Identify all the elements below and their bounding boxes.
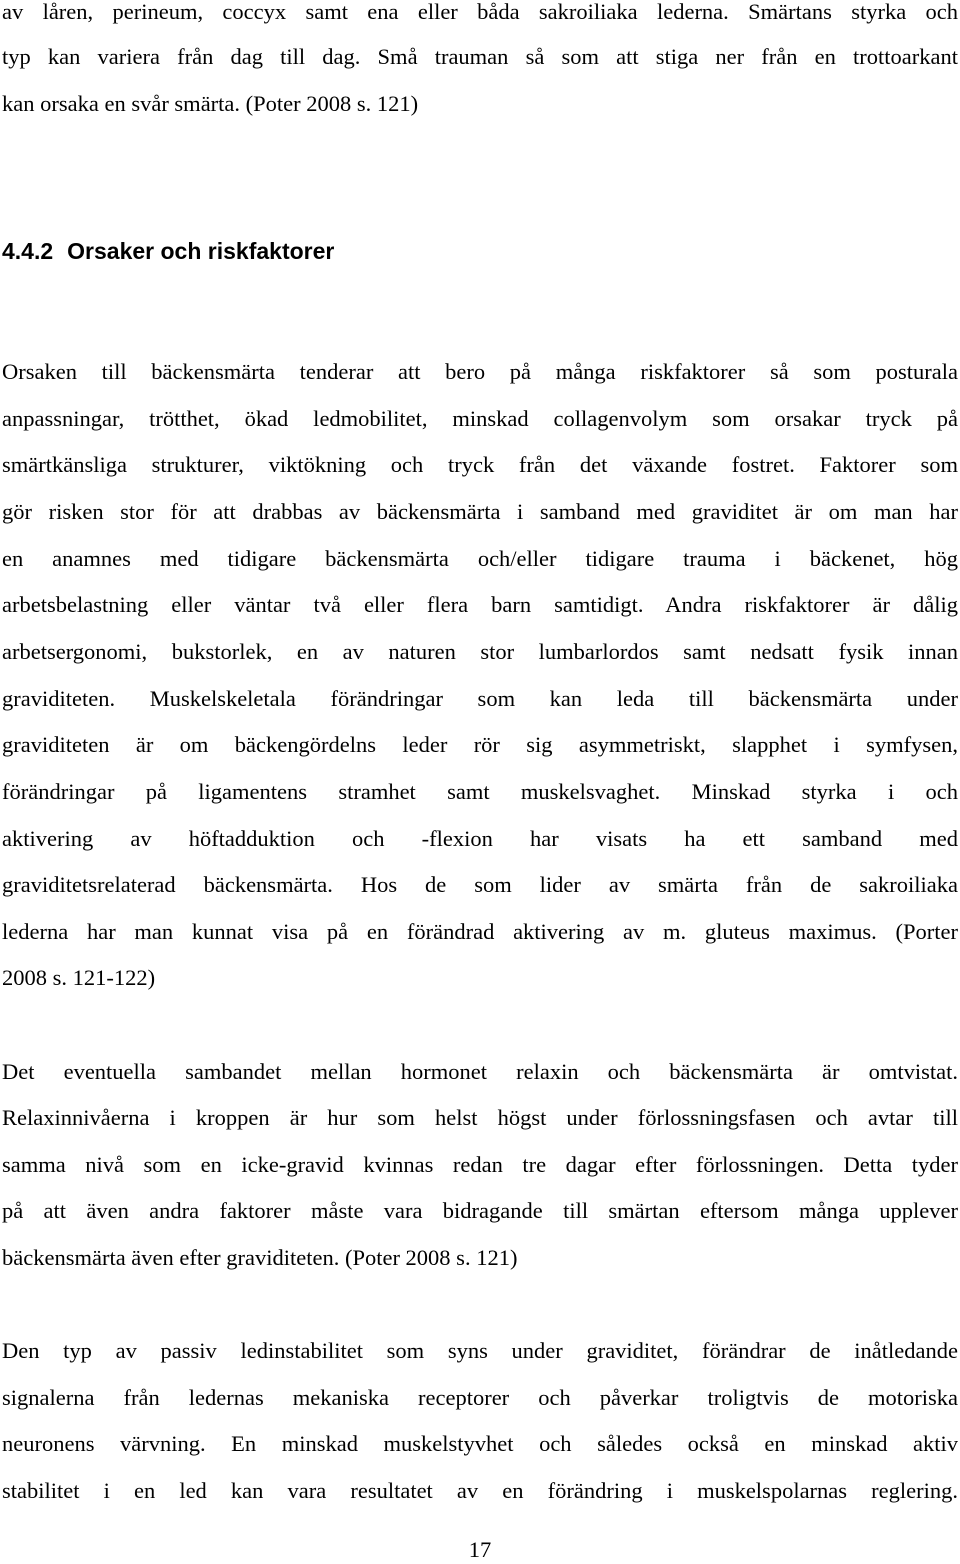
- text-line: Den typ av passiv ledinstabilitet som syns under graviditet, förändrar de inåtledande: [2, 1338, 958, 1363]
- text-line: graviditeten. Muskelskeletala förändringar som kan leda till bäckensmärta under: [2, 686, 958, 711]
- text-line: av låren, perineum, coccyx samt ena eller båda sakroiliaka lederna. Smärtans styrka och: [2, 0, 958, 24]
- text-line: neuronens värvning. En minskad muskelstyvhet och således också en minskad aktiv: [2, 1431, 958, 1456]
- text-line: Orsaken till bäckensmärta tenderar att bero på många riskfaktorer så som posturala: [2, 359, 958, 384]
- text-line: lederna har man kunnat visa på en förändrad aktivering av m. gluteus maximus. (Porter: [2, 919, 958, 944]
- text-line: Det eventuella sambandet mellan hormonet relaxin och bäckensmärta är omtvistat.: [2, 1059, 958, 1084]
- text-line: stabilitet i en led kan vara resultatet av en förändring i muskelspolarnas reglering.: [2, 1478, 958, 1503]
- text-line: en anamnes med tidigare bäckensmärta och/eller tidigare trauma i bäckenet, hög: [2, 546, 958, 571]
- text-line: bäckensmärta även efter graviditeten. (Poter 2008 s. 121): [2, 1245, 518, 1270]
- text-line: aktivering av höftadduktion och -flexion har visats ha ett samband med: [2, 826, 958, 851]
- text-line: arbetsergonomi, bukstorlek, en av naturen stor lumbarlordos samt nedsatt fysik innan: [2, 639, 958, 664]
- text-line: kan orsaka en svår smärta. (Poter 2008 s. 121): [2, 91, 419, 116]
- text-line: typ kan variera från dag till dag. Små trauman så som att stiga ner från en trottoarkant: [2, 44, 958, 69]
- text-line: anpassningar, trötthet, ökad ledmobilitet, minskad collagenvolym som orsakar tryck på: [2, 406, 958, 431]
- text-line: arbetsbelastning eller väntar två eller flera barn samtidigt. Andra riskfaktorer är dålig: [2, 592, 958, 617]
- section-heading: [2, 236, 334, 266]
- text-line: graviditeten är om bäckengördelns leder rör sig asymmetriskt, slapphet i symfysen,: [2, 732, 958, 757]
- text-line: Relaxinnivåerna i kroppen är hur som helst högst under förlossningsfasen och avtar till: [2, 1105, 958, 1130]
- section-number: 4.4.2: [2, 238, 54, 264]
- text-line: samma nivå som en icke-gravid kvinnas redan tre dagar efter förlossningen. Detta tyder: [2, 1152, 958, 1177]
- text-line: signalerna från ledernas mekaniska receptorer och påverkar troligtvis de motoriska: [2, 1385, 958, 1410]
- text-line: 2008 s. 121-122): [2, 965, 156, 990]
- section-title: Orsaker och riskfaktorer: [67, 238, 335, 264]
- text-line: gör risken stor för att drabbas av bäckensmärta i samband med graviditet är om man har: [2, 499, 958, 524]
- text-line: på att även andra faktorer måste vara bidragande till smärtan eftersom många upplever: [2, 1198, 958, 1223]
- text-line: förändringar på ligamentens stramhet samt muskelsvaghet. Minskad styrka i och: [2, 779, 958, 804]
- text-line: smärtkänsliga strukturer, viktökning och tryck från det växande fostret. Faktorer som: [2, 452, 958, 477]
- text-line: graviditetsrelaterad bäckensmärta. Hos de som lider av smärta från de sakroiliaka: [2, 872, 958, 897]
- page-number: 17: [468, 1537, 492, 1562]
